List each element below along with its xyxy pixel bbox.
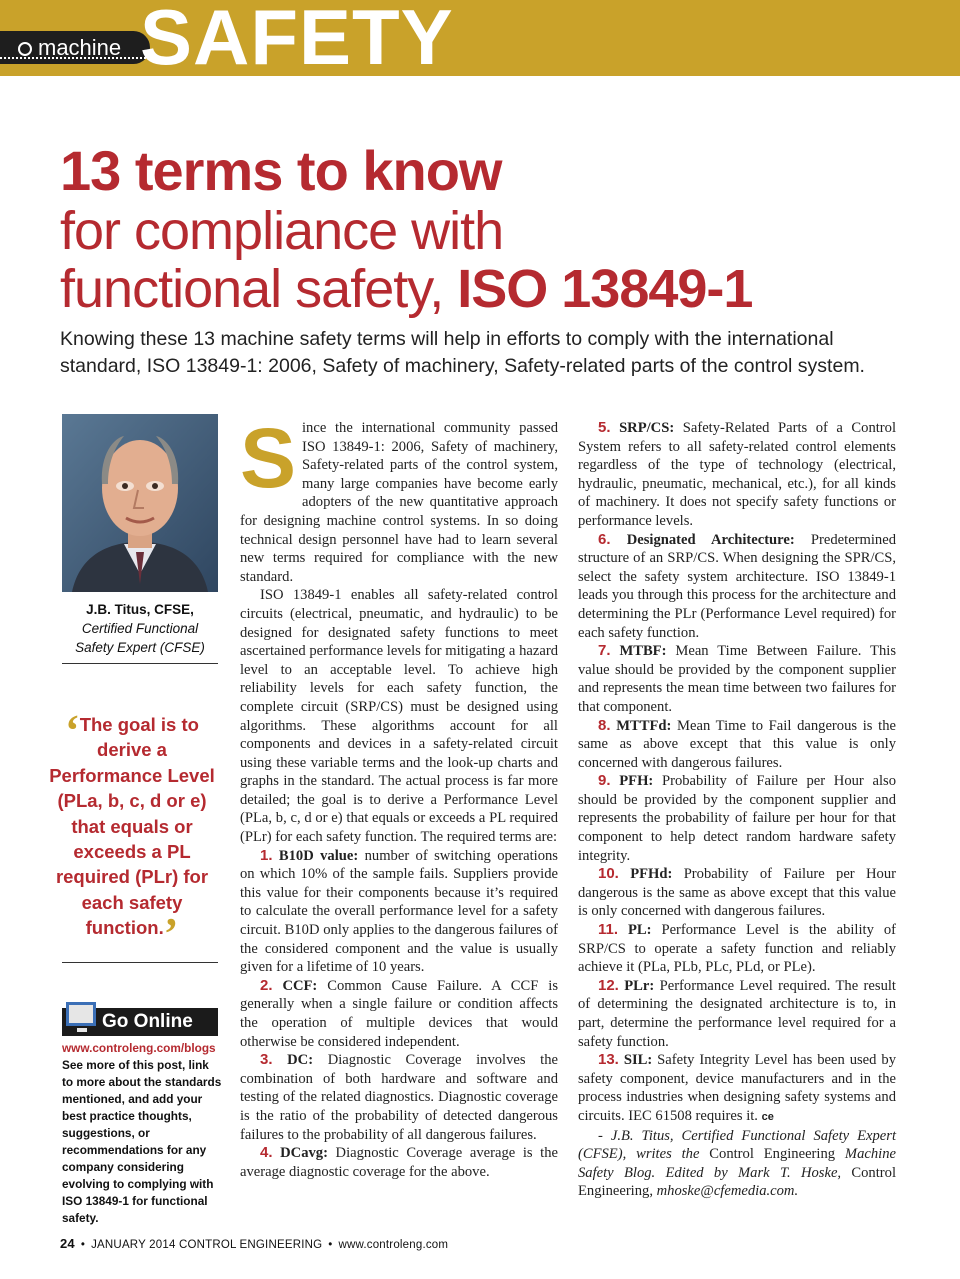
editor-email[interactable]: mhoske@cfemedia.com. (656, 1183, 799, 1200)
term-name: DCavg: (280, 1145, 328, 1162)
term-8 (578, 717, 896, 773)
term-6 (578, 531, 896, 643)
signature-text: - J.B. Titus, Certified Functional Safety Expert (CFSE), writes the (578, 1127, 896, 1163)
headline-line-2: for compliance with (60, 201, 504, 261)
divider (62, 962, 218, 963)
term-definition: Common Cause Failure. A CCF is generally when a single failure or condition affects the operation of multiple devices that would otherwise be considered independent. (240, 977, 558, 1050)
section-banner (0, 0, 960, 76)
term-name: PFH: (619, 773, 654, 790)
term-number: 6. (598, 530, 611, 548)
headline-line-3-bold: ISO 13849-1 (457, 259, 753, 319)
open-quote-icon: ‘ (65, 706, 80, 755)
term-name: Designated Architecture: (626, 531, 795, 548)
pull-quote-text: The goal is to derive a Performance Level (PLa, b, c, d or e) that equals or exceeds a PL required (PLr) for each safety function. (49, 714, 215, 939)
term-number: 10. (598, 865, 619, 883)
author-signature (578, 1127, 896, 1201)
term-name: SIL: (623, 1052, 653, 1069)
term-13 (578, 1051, 896, 1126)
term-number: 7. (598, 642, 611, 660)
go-online-text: See more of this post, link to more about the standards mentioned, and add your best practice thoughts, suggestions, or recommendations for any company considering evolving to complying with ISO 13849-1 for functional safety. (62, 1058, 222, 1225)
page-footer (60, 1236, 448, 1251)
go-online-label: Go Online (102, 1011, 193, 1032)
issue-info: JANUARY 2014 CONTROL ENGINEERING (91, 1239, 323, 1251)
intro-text: ince the international community passed ISO 13849-1: 2006, Safety of machinery, Safety-related parts of the control system, many large companies have become early adopters of the new quantitative approach for designing machine control systems. In so doing technical design personnel have had to learn several new terms required for compliance with the new standard. (240, 420, 558, 585)
author-role-line-2: Safety Expert (CFSE) (75, 640, 205, 655)
term-definition: Probability of Failure per Hour also should be provided by the component supplier and represents the probability of failure per hour for that component to help detect random hardware safety integrity. (578, 773, 896, 864)
computer-monitor-icon (66, 1002, 96, 1026)
term-definition: Safety Integrity Level has been used by safety component, device manufacturers and in the process industries when designing safety systems and circuits. IEC 61508 requires it. (578, 1052, 897, 1124)
publication-name: Control Engineering, (578, 1164, 896, 1200)
term-number: 5. (598, 419, 611, 436)
body-column-1 (240, 411, 558, 1181)
term-name: CCF: (282, 977, 318, 994)
signature-text: Machine Safety Blog. Edited by Mark T. Hoske, (578, 1146, 896, 1181)
pull-quote (46, 706, 218, 959)
page-number: 24 (60, 1236, 75, 1251)
drop-cap: S (240, 411, 297, 505)
term-number: 9. (598, 772, 611, 790)
term-name: MTBF: (619, 643, 667, 660)
term-number: 8. (598, 716, 611, 734)
term-definition: Probability of Failure per Hour dangerous is the same as above except that this value is only concerned with dangerous failures. (578, 866, 896, 920)
close-quote-icon: ’ (163, 909, 179, 959)
section-title: SAFETY (140, 0, 454, 76)
headline-line-3-regular: functional safety, (60, 259, 458, 319)
author-name: J.B. Titus, CFSE, (86, 602, 194, 617)
footer-site[interactable]: www.controleng.com (338, 1239, 449, 1251)
term-number: 4. (260, 1144, 273, 1162)
bullet-separator: • (80, 1239, 86, 1251)
term-number: 1. (260, 846, 273, 864)
term-11 (578, 921, 896, 977)
intro-paragraph (240, 411, 558, 586)
bullet-separator: • (328, 1239, 333, 1251)
term-number: 13. (598, 1051, 619, 1069)
term-definition: Predetermined structure of an SRP/CS. When designing the SPR/CS, select the safety system architecture. ISO 13849-1 leads you through this process for the architecture and determining the PLr (Performance Level required) for each safety function. (578, 531, 897, 641)
end-mark: ce (761, 1110, 774, 1123)
term-name: B10D value: (278, 847, 359, 864)
term-name: PL: (627, 922, 652, 939)
author-role-line-1: Certified Functional (81, 621, 199, 636)
term-name: SRP/CS: (619, 420, 675, 436)
arrow-circle-icon (18, 42, 32, 56)
term-number: 12. (598, 976, 619, 994)
deck: Knowing these 13 machine safety terms will help in efforts to comply with the international standard, ISO 13849-1: 2006, Safety of machinery, Safety-related parts of the control system. (60, 328, 865, 377)
term-definition: Mean Time to Fail dangerous is the same as above except that this value is only concerned with dangerous failures. (578, 717, 896, 771)
dotted-divider (0, 57, 150, 59)
term-12 (578, 977, 896, 1051)
term-definition: Mean Time Between Failure. This value should be provided by the component supplier and represents the mean time between two failures for that component. (578, 643, 896, 715)
term-1 (240, 847, 558, 977)
author-photo (62, 414, 218, 592)
term-number: 2. (260, 976, 273, 994)
headline-line-1: 13 terms to know (60, 139, 502, 202)
term-definition: Diagnostic Coverage involves the combination of both hardware and software and testing of the related diagnostics. Diagnostic coverage is the ratio of the probability of detected dangerous failures to the probability of all dangerous failures. (240, 1052, 558, 1143)
body-column-2 (578, 419, 896, 1201)
term-definition: Performance Level required. The result of determining the designated architecture is to, in part, determine the performance level required for a safety function. (578, 977, 896, 1050)
term-4 (240, 1144, 558, 1181)
term-10 (578, 865, 896, 921)
body-paragraph: ISO 13849-1 enables all safety-related control circuits (electrical, pneumatic, and hydraulic) to be designed for designated safety functions to meet ascertained performance levels for mitigating a hazard level to an acceptable level. To achieve high reliability levels for each safety function, the complete circuit (SRP/CS) must be designed using algorithms. These algorithms account for all components and devices in a safety-related circuit using these variable terms and the look-up charts and graphs in the standard. The actual process is far more detailed; the goal is to derive a Performance Level (PLa, b, c, d or e) that equals or exceeds a PL required (PLr) for each safety function. The required terms are: (240, 587, 558, 846)
go-online-link[interactable]: www.controleng.com/blogs (62, 1041, 216, 1055)
term-9 (578, 772, 896, 865)
term-number: 11. (598, 921, 619, 939)
term-number: 3. (260, 1051, 273, 1069)
term-name: PFHd: (630, 866, 673, 883)
author-caption (62, 600, 218, 657)
publication-name: Control Engineering (709, 1146, 836, 1163)
term-7 (578, 642, 896, 716)
divider (62, 663, 218, 664)
term-5 (578, 419, 896, 531)
go-online-banner (62, 1008, 218, 1036)
term-definition: number of switching operations on which 10% of the sample fails. Suppliers provide this value for their components because it’s required to calculate the overall performance level for a safety circuit. B10D only applies to the dangerous failures of the considered component and the value is usually given for a lifetime of 10 years. (240, 847, 558, 976)
term-name: PLr: (624, 977, 655, 994)
term-2 (240, 977, 558, 1051)
term-name: MTTFd: (616, 717, 672, 734)
term-definition: Safety-Related Parts of a Control System refers to all safety-related control elements regardless of the type of technology (electrical, hydraulic, pneumatic, mechanical, etc.), for all kinds of machinery. It does not specify safety functions or performance levels. (578, 420, 897, 529)
term-name: DC: (287, 1052, 314, 1069)
brand-prefix: machine (38, 35, 122, 60)
term-definition: Performance Level is the ability of SRP/CS to operate a safety function and reliably achieve it (PLa, PLb, PLc, PLd, or PLe). (578, 922, 896, 976)
term-3 (240, 1051, 558, 1144)
headline (60, 140, 920, 318)
brand-pill (0, 31, 150, 64)
headline-line-3 (60, 260, 920, 318)
term-definition: Diagnostic Coverage average is the average diagnostic coverage for the above. (240, 1145, 558, 1180)
